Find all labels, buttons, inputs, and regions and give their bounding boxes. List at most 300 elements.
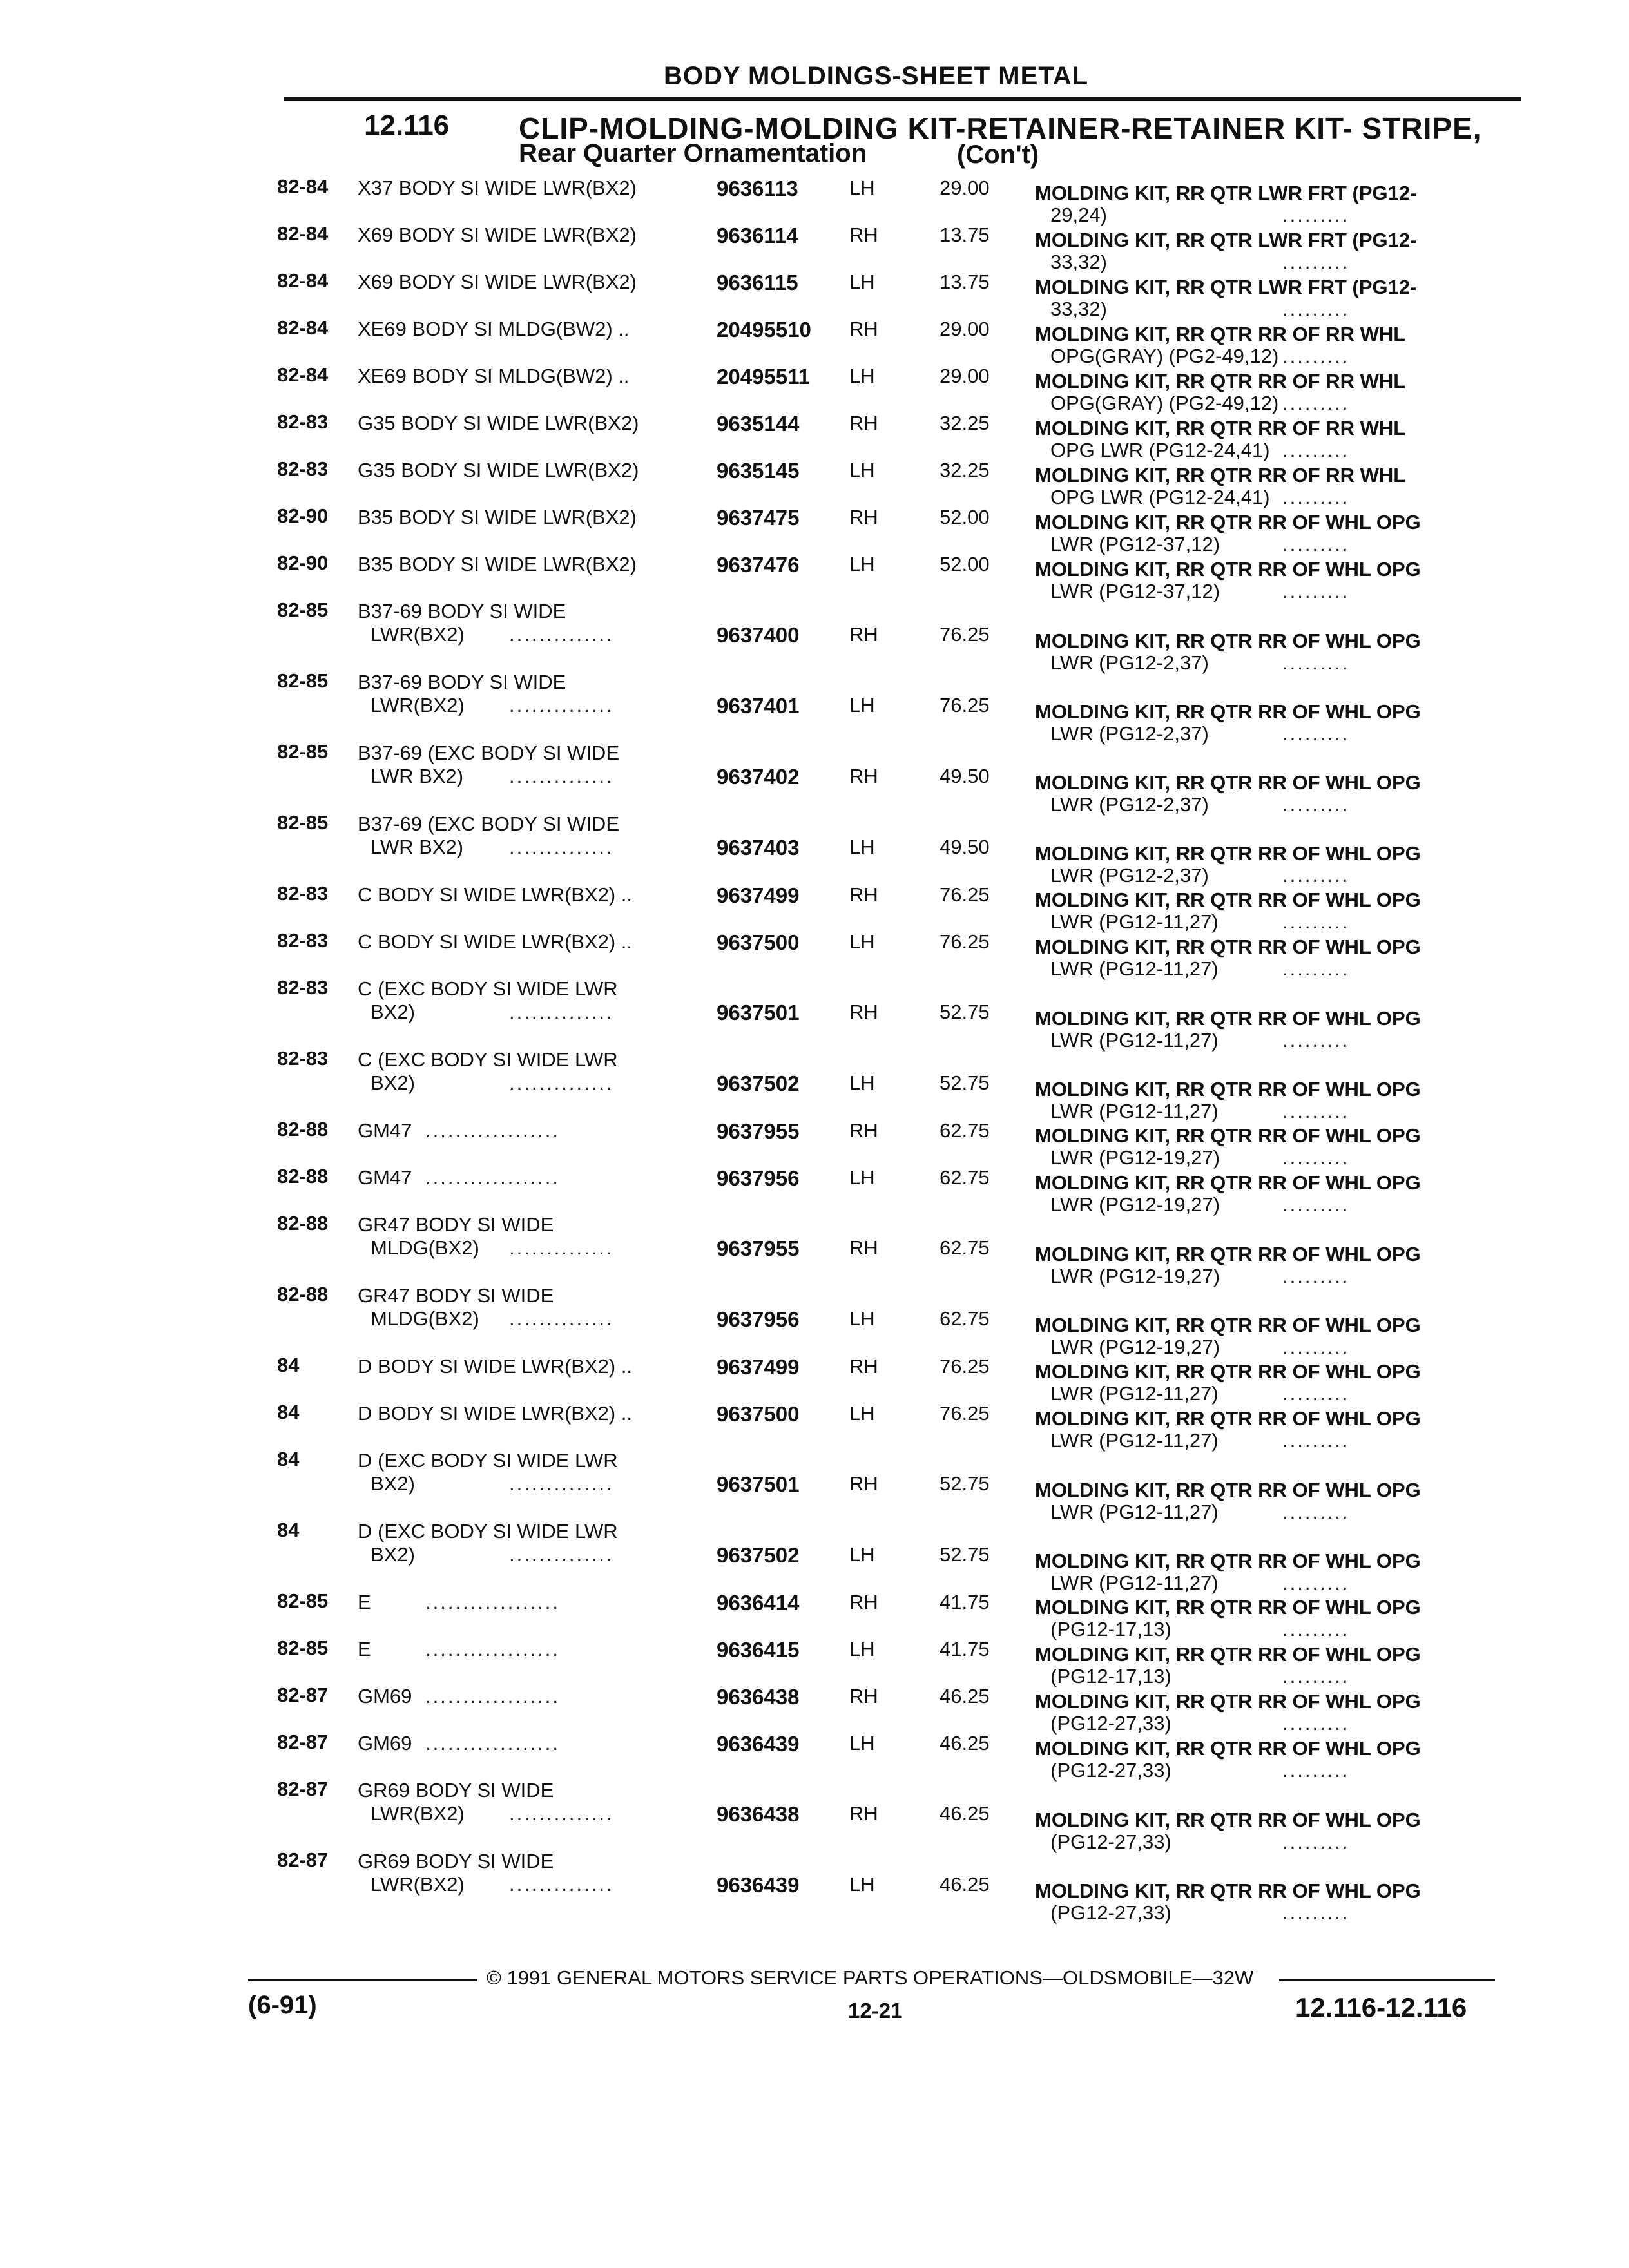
side-designation: LH <box>849 177 875 199</box>
model-year: 82-85 <box>277 1637 329 1659</box>
model-description: B37-69 BODY SI WIDE <box>358 671 566 693</box>
model-description: XE69 BODY SI MLDG(BW2) .. <box>358 365 630 387</box>
model-description-continued: MLDG(BX2) <box>371 1236 479 1259</box>
leader-dots: ......... <box>1282 1146 1350 1169</box>
model-year: 82-87 <box>277 1849 329 1871</box>
part-name: MOLDING KIT, RR QTR RR OF WHL OPG <box>1035 1479 1421 1501</box>
part-name: MOLDING KIT, RR QTR RR OF WHL OPG <box>1035 1171 1421 1194</box>
model-year: 82-90 <box>277 505 329 527</box>
model-year: 82-88 <box>277 1165 329 1187</box>
part-number: 9637499 <box>717 1355 800 1379</box>
side-designation: RH <box>849 224 878 246</box>
leader-dots: ......... <box>1282 1429 1350 1452</box>
part-number: 9636439 <box>717 1873 800 1897</box>
part-number: 9636414 <box>717 1591 800 1615</box>
part-name: MOLDING KIT, RR QTR RR OF WHL OPG <box>1035 1407 1421 1430</box>
part-name-continued: (PG12-17,13) <box>1050 1618 1171 1640</box>
model-year: 82-83 <box>277 410 329 433</box>
model-year: 84 <box>277 1401 300 1423</box>
parts-entry <box>0 1448 1629 1523</box>
part-number: 9637499 <box>717 883 800 907</box>
leader-dots: ......... <box>1282 1831 1350 1853</box>
list-price: 41.75 <box>940 1638 990 1660</box>
model-description: G35 BODY SI WIDE LWR(BX2) <box>358 459 639 481</box>
leader-dots: ......... <box>1282 251 1350 273</box>
parts-entry <box>0 811 1629 887</box>
part-name-continued: OPG LWR (PG12-24,41) <box>1050 439 1270 461</box>
list-price: 52.75 <box>940 1543 990 1566</box>
list-price: 52.00 <box>940 553 990 575</box>
parts-entry <box>0 1212 1629 1287</box>
model-description: B37-69 (EXC BODY SI WIDE <box>358 742 619 764</box>
leader-dots: .............. <box>509 623 614 646</box>
part-number: 9637501 <box>717 1001 800 1024</box>
list-price: 46.25 <box>940 1873 990 1896</box>
leader-dots: .................. <box>425 1166 561 1189</box>
part-name-continued: LWR (PG12-11,27) <box>1050 1429 1219 1452</box>
list-price: 29.00 <box>940 318 990 340</box>
list-price: 76.25 <box>940 1355 990 1378</box>
side-designation: RH <box>849 412 878 434</box>
part-name-continued: LWR (PG12-19,27) <box>1050 1265 1220 1287</box>
footer-rule-right <box>1279 1979 1495 1981</box>
side-designation: RH <box>849 1802 878 1825</box>
list-price: 76.25 <box>940 883 990 906</box>
model-description-continued: LWR(BX2) <box>371 1802 465 1825</box>
part-number: 9637476 <box>717 553 800 577</box>
leader-dots: ......... <box>1282 1029 1350 1052</box>
side-designation: LH <box>849 553 875 575</box>
model-year: 82-84 <box>277 222 329 245</box>
part-number: 9637501 <box>717 1472 800 1496</box>
list-price: 76.25 <box>940 930 990 953</box>
side-designation: LH <box>849 1402 875 1425</box>
leader-dots: .............. <box>509 1472 614 1495</box>
model-year: 84 <box>277 1354 300 1376</box>
list-price: 29.00 <box>940 177 990 199</box>
leader-dots: ......... <box>1282 1193 1350 1216</box>
model-description-continued: MLDG(BX2) <box>371 1307 479 1330</box>
leader-dots: ......... <box>1282 1100 1350 1122</box>
side-designation: LH <box>849 1732 875 1754</box>
leader-dots: .............. <box>509 1001 614 1023</box>
model-description-continued: BX2) <box>371 1072 415 1094</box>
leader-dots: ......... <box>1282 1336 1350 1358</box>
side-designation: LH <box>849 694 875 716</box>
list-price: 49.50 <box>940 836 990 858</box>
footer-section-range: 12.116-12.116 <box>1295 1992 1467 2023</box>
part-number: 9636439 <box>717 1732 800 1756</box>
leader-dots: .............. <box>509 1072 614 1094</box>
part-name: MOLDING KIT, RR QTR LWR FRT (PG12- <box>1035 276 1417 298</box>
model-description: E <box>358 1638 371 1660</box>
part-number: 9637955 <box>717 1236 800 1260</box>
parts-entry <box>0 599 1629 674</box>
model-year: 82-88 <box>277 1283 329 1305</box>
model-description-continued: LWR(BX2) <box>371 694 465 716</box>
part-name-continued: (PG12-27,33) <box>1050 1759 1171 1782</box>
part-number: 9636438 <box>717 1685 800 1709</box>
part-name-continued: OPG(GRAY) (PG2-49,12) <box>1050 345 1279 367</box>
model-description: G35 BODY SI WIDE LWR(BX2) <box>358 412 639 434</box>
side-designation: LH <box>849 1166 875 1189</box>
part-name-continued: LWR (PG12-11,27) <box>1050 957 1219 980</box>
model-description-continued: BX2) <box>371 1001 415 1023</box>
leader-dots: ......... <box>1282 439 1350 461</box>
model-year: 82-83 <box>277 976 329 999</box>
side-designation: LH <box>849 930 875 953</box>
leader-dots: ......... <box>1282 1501 1350 1523</box>
model-year: 82-87 <box>277 1731 329 1753</box>
model-description: GM47 <box>358 1166 412 1189</box>
leader-dots: .............. <box>509 1236 614 1259</box>
part-number: 9635144 <box>717 412 800 436</box>
leader-dots: ......... <box>1282 1571 1350 1594</box>
part-name-continued: (PG12-27,33) <box>1050 1901 1171 1924</box>
model-description: X69 BODY SI WIDE LWR(BX2) <box>358 271 637 293</box>
model-description: GM69 <box>358 1732 412 1754</box>
leader-dots: ......... <box>1282 298 1350 320</box>
part-number: 9637500 <box>717 930 800 954</box>
list-price: 46.25 <box>940 1802 990 1825</box>
leader-dots: ......... <box>1282 957 1350 980</box>
part-number: 9637400 <box>717 623 800 647</box>
leader-dots: ......... <box>1282 1665 1350 1687</box>
model-description-continued: LWR BX2) <box>371 765 464 787</box>
leader-dots: ......... <box>1282 651 1350 674</box>
part-name-continued: LWR (PG12-37,12) <box>1050 533 1220 555</box>
model-description: GR47 BODY SI WIDE <box>358 1284 554 1307</box>
part-name-continued: LWR (PG12-11,27) <box>1050 1029 1219 1052</box>
side-designation: LH <box>849 459 875 481</box>
leader-dots: .................. <box>425 1685 561 1707</box>
section-continued: (Con't) <box>957 140 1039 169</box>
part-number: 9636115 <box>717 271 798 294</box>
model-year: 84 <box>277 1519 300 1541</box>
model-year: 82-84 <box>277 316 329 339</box>
side-designation: RH <box>849 318 878 340</box>
parts-entry <box>0 1283 1629 1358</box>
part-name-continued: LWR (PG12-11,27) <box>1050 1571 1219 1594</box>
leader-dots: ......... <box>1282 864 1350 887</box>
part-name: MOLDING KIT, RR QTR RR OF WHL OPG <box>1035 936 1421 958</box>
part-name: MOLDING KIT, RR QTR RR OF WHL OPG <box>1035 1360 1421 1383</box>
list-price: 46.25 <box>940 1732 990 1754</box>
part-name: MOLDING KIT, RR QTR RR OF WHL OPG <box>1035 1596 1421 1619</box>
part-name-continued: 33,32) <box>1050 298 1107 320</box>
side-designation: RH <box>849 623 878 646</box>
side-designation: RH <box>849 506 878 528</box>
model-description: C BODY SI WIDE LWR(BX2) .. <box>358 930 633 953</box>
model-description: D BODY SI WIDE LWR(BX2) .. <box>358 1355 633 1378</box>
part-name-continued: LWR (PG12-11,27) <box>1050 1501 1219 1523</box>
side-designation: LH <box>849 1638 875 1660</box>
part-name-continued: (PG12-27,33) <box>1050 1831 1171 1853</box>
side-designation: RH <box>849 883 878 906</box>
leader-dots: .............. <box>509 1307 614 1330</box>
leader-dots: .................. <box>425 1591 561 1613</box>
part-number: 9636438 <box>717 1802 800 1826</box>
part-name-continued: LWR (PG12-11,27) <box>1050 910 1219 933</box>
part-number: 9636113 <box>717 177 798 200</box>
part-name: MOLDING KIT, RR QTR RR OF WHL OPG <box>1035 700 1421 723</box>
parts-entry <box>0 669 1629 745</box>
model-year: 82-83 <box>277 1047 329 1070</box>
part-name: MOLDING KIT, RR QTR LWR FRT (PG12- <box>1035 229 1417 251</box>
part-name: MOLDING KIT, RR QTR RR OF WHL OPG <box>1035 1690 1421 1713</box>
leader-dots: ......... <box>1282 1901 1350 1924</box>
model-description: B35 BODY SI WIDE LWR(BX2) <box>358 506 637 528</box>
model-year: 82-85 <box>277 1590 329 1612</box>
part-name: MOLDING KIT, RR QTR RR OF RR WHL <box>1035 370 1406 392</box>
model-description: C BODY SI WIDE LWR(BX2) .. <box>358 883 633 906</box>
list-price: 62.75 <box>940 1307 990 1330</box>
model-description-continued: LWR(BX2) <box>371 623 465 646</box>
part-name: MOLDING KIT, RR QTR RR OF WHL OPG <box>1035 1078 1421 1100</box>
part-name: MOLDING KIT, RR QTR RR OF WHL OPG <box>1035 1643 1421 1666</box>
footer-copyright: © 1991 GENERAL MOTORS SERVICE PARTS OPERATIONS—OLDSMOBILE—32W <box>487 1966 1254 1989</box>
side-designation: RH <box>849 1472 878 1495</box>
part-number: 9637502 <box>717 1543 800 1567</box>
model-description-continued: BX2) <box>371 1543 415 1566</box>
leader-dots: ......... <box>1282 580 1350 602</box>
side-designation: RH <box>849 1119 878 1142</box>
section-subtitle: Rear Quarter Ornamentation <box>519 139 867 168</box>
leader-dots: ......... <box>1282 1712 1350 1735</box>
part-name-continued: LWR (PG12-19,27) <box>1050 1193 1220 1216</box>
list-price: 49.50 <box>940 765 990 787</box>
side-designation: LH <box>849 1307 875 1330</box>
model-year: 82-84 <box>277 269 329 292</box>
part-name: MOLDING KIT, RR QTR RR OF WHL OPG <box>1035 511 1421 533</box>
model-year: 82-85 <box>277 599 329 621</box>
model-year: 82-87 <box>277 1778 329 1800</box>
part-number: 9636415 <box>717 1638 800 1662</box>
model-description: GR47 BODY SI WIDE <box>358 1213 554 1236</box>
model-year: 82-88 <box>277 1212 329 1235</box>
part-name: MOLDING KIT, RR QTR RR OF WHL OPG <box>1035 889 1421 911</box>
side-designation: RH <box>849 765 878 787</box>
model-description: XE69 BODY SI MLDG(BW2) .. <box>358 318 630 340</box>
side-designation: RH <box>849 1236 878 1259</box>
list-price: 62.75 <box>940 1166 990 1189</box>
leader-dots: .............. <box>509 694 614 716</box>
leader-dots: ......... <box>1282 392 1350 414</box>
leader-dots: ......... <box>1282 486 1350 508</box>
part-name: MOLDING KIT, RR QTR RR OF WHL OPG <box>1035 1879 1421 1902</box>
part-name: MOLDING KIT, RR QTR LWR FRT (PG12- <box>1035 182 1417 204</box>
side-designation: RH <box>849 1591 878 1613</box>
part-number: 9637402 <box>717 765 800 789</box>
model-description: C (EXC BODY SI WIDE LWR <box>358 1048 618 1071</box>
list-price: 76.25 <box>940 694 990 716</box>
model-year: 82-83 <box>277 457 329 480</box>
parts-entry <box>0 740 1629 816</box>
model-description-continued: LWR(BX2) <box>371 1873 465 1896</box>
model-description: B37-69 BODY SI WIDE <box>358 600 566 622</box>
part-name: MOLDING KIT, RR QTR RR OF RR WHL <box>1035 323 1406 345</box>
leader-dots: ......... <box>1282 204 1350 226</box>
part-name: MOLDING KIT, RR QTR RR OF WHL OPG <box>1035 1124 1421 1147</box>
model-description: D (EXC BODY SI WIDE LWR <box>358 1520 618 1542</box>
part-name-continued: LWR (PG12-2,37) <box>1050 793 1209 816</box>
leader-dots: ......... <box>1282 910 1350 933</box>
model-year: 82-84 <box>277 175 329 198</box>
leader-dots: ......... <box>1282 1265 1350 1287</box>
model-year: 82-85 <box>277 811 329 834</box>
part-name: MOLDING KIT, RR QTR RR OF WHL OPG <box>1035 1550 1421 1572</box>
part-name: MOLDING KIT, RR QTR RR OF WHL OPG <box>1035 1007 1421 1030</box>
leader-dots: ......... <box>1282 1759 1350 1782</box>
model-description: GM69 <box>358 1685 412 1707</box>
part-name: MOLDING KIT, RR QTR RR OF WHL OPG <box>1035 1737 1421 1760</box>
section-title: CLIP-MOLDING-MOLDING KIT-RETAINER-RETAINER KIT- STRIPE, <box>519 111 1482 145</box>
part-number: 9637500 <box>717 1402 800 1426</box>
parts-entry <box>0 1849 1629 1924</box>
parts-entry <box>0 1778 1629 1853</box>
side-designation: LH <box>849 365 875 387</box>
model-description: D (EXC BODY SI WIDE LWR <box>358 1449 618 1472</box>
list-price: 52.00 <box>940 506 990 528</box>
part-number: 9637475 <box>717 506 800 530</box>
model-year: 82-83 <box>277 929 329 952</box>
part-number: 9637956 <box>717 1307 800 1331</box>
part-name: MOLDING KIT, RR QTR RR OF RR WHL <box>1035 464 1406 486</box>
model-description: X37 BODY SI WIDE LWR(BX2) <box>358 177 637 199</box>
part-name-continued: LWR (PG12-2,37) <box>1050 864 1209 887</box>
part-name: MOLDING KIT, RR QTR RR OF WHL OPG <box>1035 629 1421 652</box>
part-name-continued: LWR (PG12-11,27) <box>1050 1100 1219 1122</box>
leader-dots: ......... <box>1282 345 1350 367</box>
leader-dots: ......... <box>1282 1382 1350 1405</box>
leader-dots: ......... <box>1282 1618 1350 1640</box>
side-designation: RH <box>849 1685 878 1707</box>
list-price: 52.75 <box>940 1472 990 1495</box>
model-year: 82-83 <box>277 882 329 905</box>
model-description: GR69 BODY SI WIDE <box>358 1850 554 1872</box>
list-price: 13.75 <box>940 224 990 246</box>
list-price: 41.75 <box>940 1591 990 1613</box>
parts-entry <box>0 1047 1629 1122</box>
leader-dots: .................. <box>425 1732 561 1754</box>
footer-page-number: 12-21 <box>848 1999 903 2023</box>
part-number: 9637955 <box>717 1119 800 1143</box>
model-year: 82-85 <box>277 740 329 763</box>
part-name-continued: (PG12-27,33) <box>1050 1712 1171 1735</box>
part-number: 9637502 <box>717 1072 800 1095</box>
model-description: GR69 BODY SI WIDE <box>358 1779 554 1802</box>
leader-dots: .............. <box>509 836 614 858</box>
model-description: B35 BODY SI WIDE LWR(BX2) <box>358 553 637 575</box>
model-year: 84 <box>277 1448 300 1470</box>
part-name-continued: OPG(GRAY) (PG2-49,12) <box>1050 392 1279 414</box>
part-name-continued: (PG12-17,13) <box>1050 1665 1171 1687</box>
leader-dots: .............. <box>509 1873 614 1896</box>
part-name: MOLDING KIT, RR QTR RR OF WHL OPG <box>1035 1243 1421 1265</box>
part-number: 9637401 <box>717 694 800 718</box>
list-price: 46.25 <box>940 1685 990 1707</box>
leader-dots: ......... <box>1282 722 1350 745</box>
model-year: 82-87 <box>277 1684 329 1706</box>
leader-dots: .............. <box>509 1543 614 1566</box>
part-name-continued: LWR (PG12-37,12) <box>1050 580 1220 602</box>
part-name: MOLDING KIT, RR QTR RR OF WHL OPG <box>1035 558 1421 581</box>
page-header-title: BODY MOLDINGS-SHEET METAL <box>664 62 1089 90</box>
part-number: 20495510 <box>717 318 811 341</box>
model-description: GM47 <box>358 1119 412 1142</box>
part-name: MOLDING KIT, RR QTR RR OF WHL OPG <box>1035 1314 1421 1336</box>
model-description-continued: LWR BX2) <box>371 836 464 858</box>
part-number: 20495511 <box>717 365 811 389</box>
part-number: 9635145 <box>717 459 800 483</box>
list-price: 32.25 <box>940 412 990 434</box>
leader-dots: ......... <box>1282 533 1350 555</box>
part-name-continued: LWR (PG12-11,27) <box>1050 1382 1219 1405</box>
model-year: 82-90 <box>277 552 329 574</box>
model-description: X69 BODY SI WIDE LWR(BX2) <box>358 224 637 246</box>
list-price: 52.75 <box>940 1072 990 1094</box>
footer-date-code: (6-91) <box>248 1991 317 2019</box>
list-price: 13.75 <box>940 271 990 293</box>
leader-dots: .................. <box>425 1119 561 1142</box>
leader-dots: .............. <box>509 765 614 787</box>
leader-dots: .................. <box>425 1638 561 1660</box>
section-number: 12.116 <box>364 110 450 141</box>
list-price: 29.00 <box>940 365 990 387</box>
part-number: 9636114 <box>717 224 798 247</box>
list-price: 62.75 <box>940 1119 990 1142</box>
list-price: 62.75 <box>940 1236 990 1259</box>
part-name-continued: 33,32) <box>1050 251 1107 273</box>
part-name-continued: 29,24) <box>1050 204 1107 226</box>
list-price: 52.75 <box>940 1001 990 1023</box>
side-designation: LH <box>849 1072 875 1094</box>
part-name: MOLDING KIT, RR QTR RR OF WHL OPG <box>1035 842 1421 865</box>
part-name-continued: OPG LWR (PG12-24,41) <box>1050 486 1270 508</box>
model-description-continued: BX2) <box>371 1472 415 1495</box>
part-name-continued: LWR (PG12-19,27) <box>1050 1146 1220 1169</box>
part-name-continued: LWR (PG12-19,27) <box>1050 1336 1220 1358</box>
model-description: C (EXC BODY SI WIDE LWR <box>358 977 618 1000</box>
header-rule <box>284 97 1521 101</box>
footer-rule-left <box>248 1979 477 1981</box>
part-number: 9637403 <box>717 836 800 860</box>
model-description: E <box>358 1591 371 1613</box>
parts-entry <box>0 976 1629 1052</box>
part-name: MOLDING KIT, RR QTR RR OF RR WHL <box>1035 417 1406 439</box>
part-name: MOLDING KIT, RR QTR RR OF WHL OPG <box>1035 771 1421 794</box>
model-year: 82-84 <box>277 363 329 386</box>
list-price: 76.25 <box>940 623 990 646</box>
side-designation: RH <box>849 1001 878 1023</box>
part-name: MOLDING KIT, RR QTR RR OF WHL OPG <box>1035 1809 1421 1831</box>
part-number: 9637956 <box>717 1166 800 1190</box>
side-designation: RH <box>849 1355 878 1378</box>
model-description: D BODY SI WIDE LWR(BX2) .. <box>358 1402 633 1425</box>
leader-dots: ......... <box>1282 793 1350 816</box>
parts-entry <box>0 1519 1629 1594</box>
side-designation: LH <box>849 271 875 293</box>
side-designation: LH <box>849 1873 875 1896</box>
part-name-continued: LWR (PG12-2,37) <box>1050 722 1209 745</box>
list-price: 32.25 <box>940 459 990 481</box>
model-year: 82-85 <box>277 669 329 692</box>
side-designation: LH <box>849 1543 875 1566</box>
leader-dots: .............. <box>509 1802 614 1825</box>
side-designation: LH <box>849 836 875 858</box>
model-description: B37-69 (EXC BODY SI WIDE <box>358 812 619 835</box>
part-name-continued: LWR (PG12-2,37) <box>1050 651 1209 674</box>
